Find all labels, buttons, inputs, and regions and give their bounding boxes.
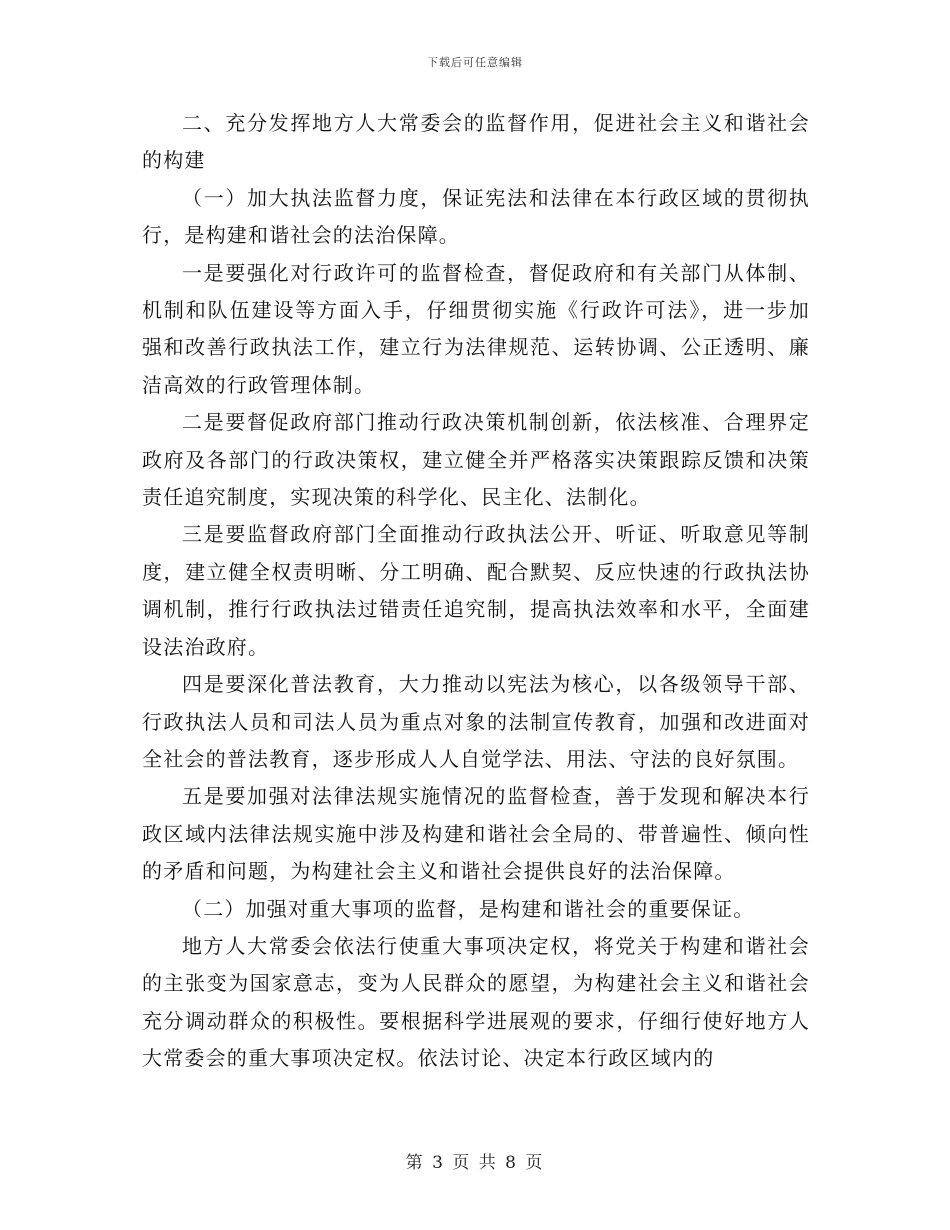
paragraph-point-2: 二是要督促政府部门推动行政决策机制创新，依法核准、合理界定政府及各部门的行政决策权，建立健全并严格落实决策跟踪反馈和决策责任追究制度，实现决策的科学化、民主化、法制化。 (142, 410, 810, 510)
paragraph-point-1: 一是要强化对行政许可的监督检查，督促政府和有关部门从体制、机制和队伍建设等方面入手，仔细贯彻实施《行政许可法》，进一步加强和改善行政执法工作，建立行为法律规范、运转协调、公正透明、廉洁高效的行政管理体制。 (142, 260, 810, 397)
paragraph-point-4: 四是要深化普法教育，大力推动以宪法为核心，以各级领导干部、行政执法人员和司法人员为重点对象的法制宣传教育，加强和改进面对全社会的普法教育，逐步形成人人自觉学法、用法、守法的良好氛围。 (142, 672, 810, 771)
paragraph-point-3: 三是要监督政府部门全面推动行政执法公开、听证、听取意见等制度，建立健全权责明晰、分工明确、配合默契、反应快速的行政执法协调机制，推行行政执法过错责任追究制，提高执法效率和水平，全面建设法治政府。 (142, 522, 810, 659)
paragraph-body: 地方人大常委会依法行使重大事项决定权，将党关于构建和谐社会的主张变为国家意志，变为人民群众的愿望，为构建社会主义和谐社会充分调动群众的积极性。要根据科学进展观的要求，仔细行使好地方人大常委会的重大事项决定权。依法讨论、决定本行政区域内的 (142, 933, 810, 1071)
paragraph-subsection-2: （二）加强对重大事项的监督，是构建和谐社会的重要保证。 (182, 896, 755, 921)
paragraph-subsection-1: （一）加大执法监督力度，保证宪法和法律在本行政区域的贯彻执行，是构建和谐社会的法治保障。 (142, 185, 810, 248)
page-header: 下载后可任意编辑 (427, 56, 523, 69)
page-number: 第 3 页 共 8 页 (405, 1153, 545, 1173)
paragraph-point-5: 五是要加强对法律法规实施情况的监督检查，善于发现和解决本行政区域内法律法规实施中涉及构建和谐社会全局的、带普遍性、倾向性的矛盾和问题，为构建社会主义和谐社会提供良好的法治保障。 (142, 784, 810, 884)
document-body (142, 105, 810, 1078)
paragraph-section-heading: 二、充分发挥地方人大常委会的监督作用，促进社会主义和谐社会的构建 (142, 111, 810, 173)
